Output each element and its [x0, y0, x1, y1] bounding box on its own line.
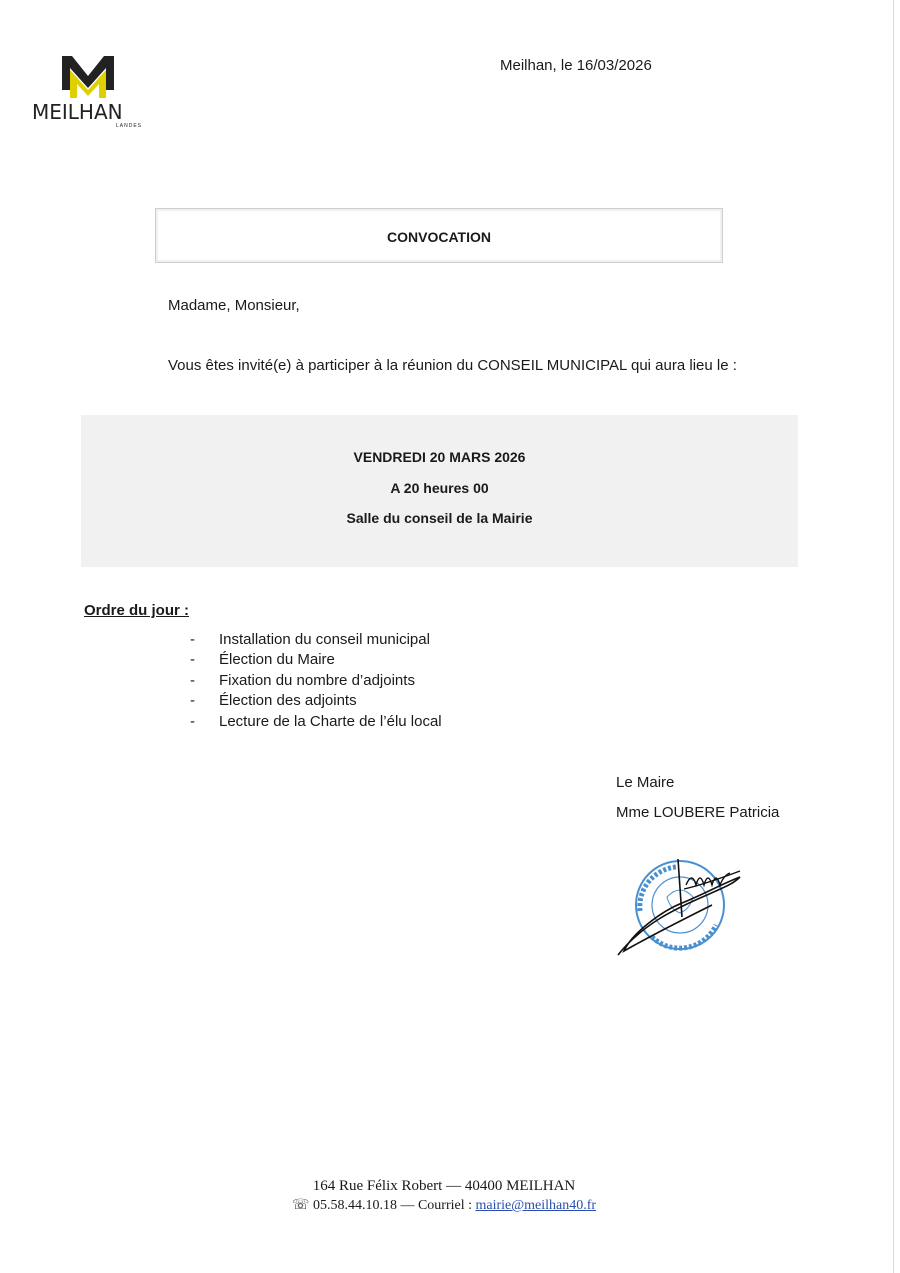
agenda-item-text: Installation du conseil municipal: [219, 631, 430, 648]
invitation-text: Vous êtes invité(e) à participer à la réunion du CONSEIL MUNICIPAL qui aura lieu le :: [168, 357, 737, 374]
phone-icon: ☏: [291, 1198, 310, 1213]
footer-address: 164 Rue Félix Robert — 40400 MEILHAN: [312, 1178, 576, 1194]
scan-edge-line: [893, 0, 894, 1273]
official-stamp-signature: [612, 855, 747, 960]
footer-separator: —: [400, 1198, 415, 1213]
agenda-item-text: Élection du Maire: [219, 651, 335, 669]
agenda-item: [190, 692, 442, 712]
signatory-role: Le Maire: [616, 774, 675, 791]
logo-wordmark: MEILHAN: [32, 100, 123, 124]
bullet-dash: -: [190, 651, 195, 669]
agenda-list: [190, 631, 442, 733]
title-box: [155, 208, 723, 263]
agenda-item: [190, 713, 442, 733]
agenda-item: [190, 672, 442, 692]
signatory-name: Mme LOUBERE Patricia: [616, 804, 780, 821]
bullet-dash: -: [190, 712, 195, 730]
bullet-dash: -: [190, 671, 195, 689]
agenda-title: Ordre du jour :: [84, 602, 189, 619]
bullet-dash: -: [190, 692, 195, 710]
salutation: Madame, Monsieur,: [168, 297, 300, 314]
agenda-item: [190, 631, 442, 651]
footer-contact: [0, 1197, 888, 1214]
agenda-item-text: Élection des adjoints: [219, 692, 357, 710]
footer-phone: 05.58.44.10.18: [312, 1198, 397, 1213]
agenda-item-text: Lecture de la Charte de l’élu local: [219, 712, 442, 730]
meilhan-logo: [32, 54, 143, 130]
date-line: Meilhan, le 16/03/2026: [500, 57, 652, 74]
meeting-date: VENDREDI 20 MARS 2026: [353, 449, 526, 465]
meeting-details-box: [81, 415, 798, 567]
logo-m-mark-icon: [32, 54, 140, 104]
bullet-dash: -: [190, 631, 195, 648]
agenda-item-text: Fixation du nombre d’adjoints: [219, 671, 415, 689]
agenda-item: [190, 651, 442, 671]
logo-subtitle: LANDES: [116, 123, 143, 129]
footer-email-link[interactable]: mairie@meilhan40.fr: [475, 1198, 597, 1213]
meeting-time: A 20 heures 00: [390, 480, 489, 496]
meeting-place: Salle du conseil de la Mairie: [346, 510, 533, 526]
document-title: CONVOCATION: [387, 229, 491, 245]
footer-email-label: Courriel :: [417, 1198, 472, 1213]
